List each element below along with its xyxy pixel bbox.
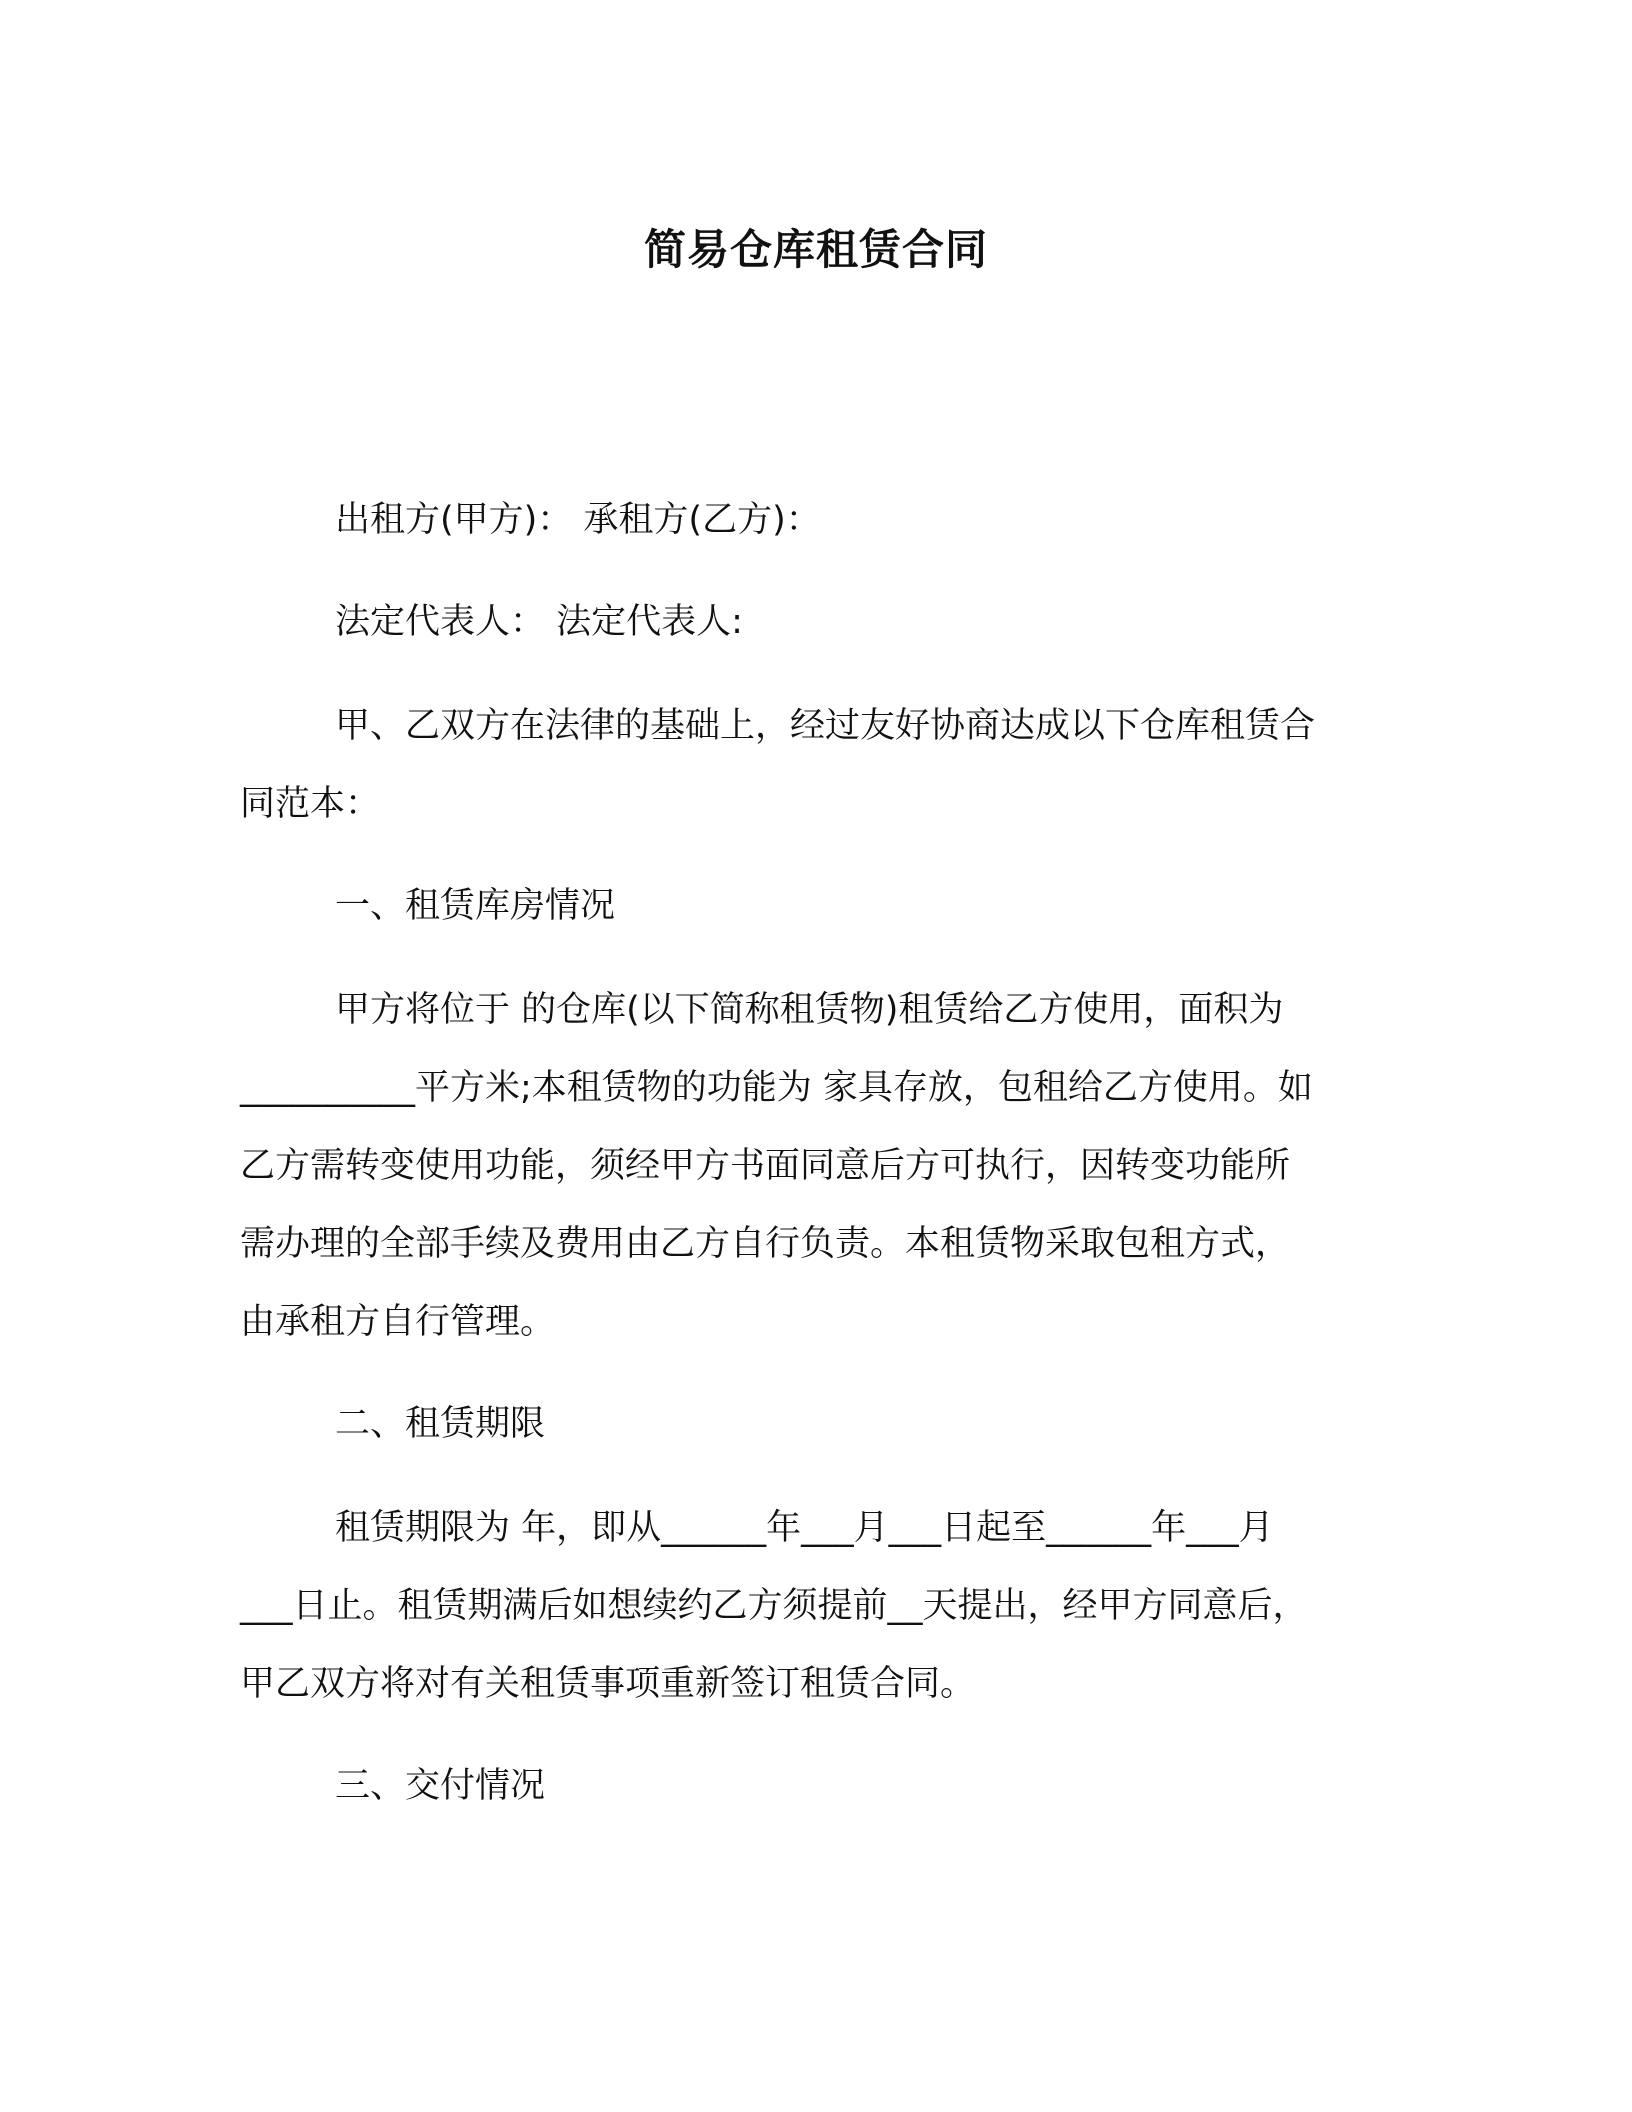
section-1-heading: 一、租赁库房情况 (335, 886, 616, 926)
section-1-paragraph-line-4: 需办理的全部手续及费用由乙方自行负责。本租赁物采取包租方式， (240, 1224, 1291, 1264)
section-3-heading: 三、交付情况 (335, 1766, 546, 1806)
section-1-paragraph-line-1: 甲方将位于 的仓库(以下简称租赁物)租赁给乙方使用，面积为 (335, 990, 1284, 1030)
party-names-line: 出租方(甲方)： 承租方(乙方)： (335, 500, 821, 540)
section-2-paragraph-line-1: 租赁期限为 年，即从______年___月___日起至______年___月 (335, 1508, 1274, 1548)
intro-paragraph-line-2: 同范本： (240, 784, 381, 824)
document-title: 简易仓库租赁合同 (643, 225, 988, 274)
section-2-paragraph-line-2: ___日止。租赁期满后如想续约乙方须提前__天提出，经甲方同意后， (240, 1586, 1308, 1626)
section-1-paragraph-line-3: 乙方需转变使用功能，须经甲方书面同意后方可执行，因转变功能所 (240, 1146, 1291, 1186)
intro-paragraph-line-1: 甲、乙双方在法律的基础上，经过友好协商达成以下仓库租赁合 (335, 706, 1316, 746)
section-2-heading: 二、租赁期限 (335, 1404, 546, 1444)
section-2-paragraph-line-3: 甲乙双方将对有关租赁事项重新签订租赁合同。 (240, 1664, 976, 1704)
section-1-paragraph-line-5: 由承租方自行管理。 (240, 1302, 556, 1342)
section-1-paragraph-line-2: __________平方米;本租赁物的功能为 家具存放，包租给乙方使用。如 (240, 1068, 1313, 1108)
legal-representative-line: 法定代表人： 法定代表人: (335, 602, 743, 642)
